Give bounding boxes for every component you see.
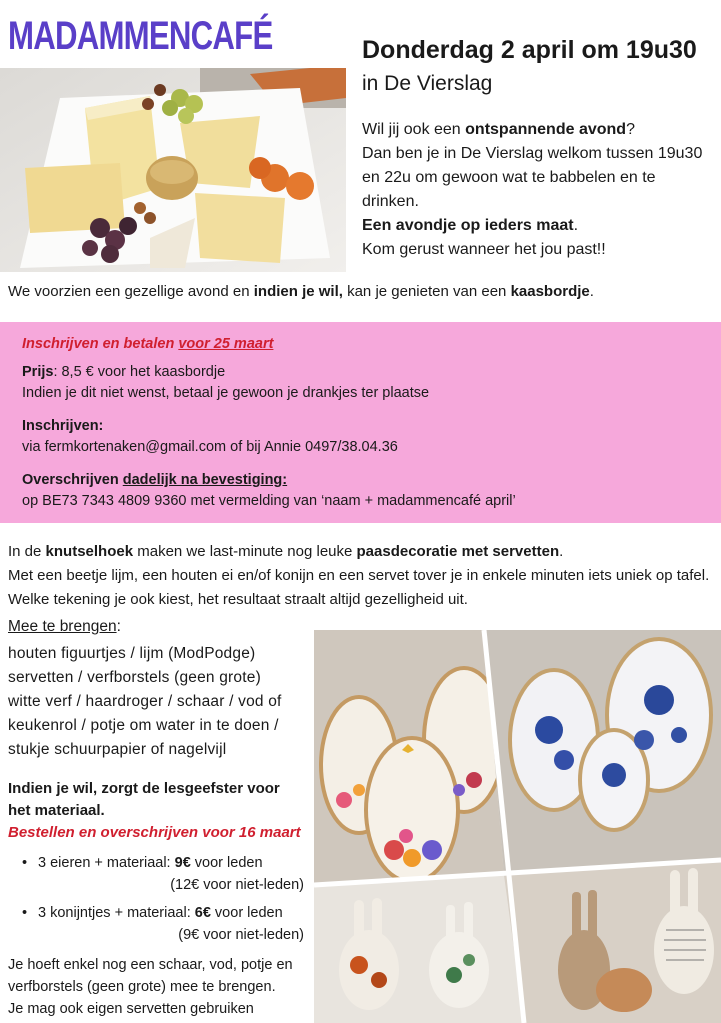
material-deadline: Bestellen en overschrijven voor 16 maart — [8, 824, 301, 841]
craft-corner-text — [8, 540, 714, 612]
craft-intro-bold1: knutselhoek — [45, 543, 134, 560]
craft-intro-mid: maken we last-minute nog leuke — [133, 543, 357, 560]
offer-sub: (12€ voor niet-leden) — [170, 877, 304, 893]
footer-line2: Je mag ook eigen servetten gebruiken — [8, 1001, 254, 1017]
intro-welcome: Dan ben je in De Vierslag welkom tussen 19u30 en 22u om gewoon wat te babbelen en te drinken. — [362, 145, 703, 210]
transfer-value: op BE73 7343 4809 9360 met vermelding van ‘naam + madammencafé april’ — [22, 493, 516, 509]
transfer-label-pre: Overschrijven — [22, 472, 123, 488]
offer-item-bunnies — [22, 902, 312, 946]
easter-crafts-photo — [314, 630, 721, 1023]
signup-value: via fermkortenaken@gmail.com of bij Annie 0497/38.04.36 — [22, 439, 398, 455]
material-line1: Indien je wil, zorgt de lesgeefster voor — [8, 780, 280, 797]
cheese-line-bold1: indien je wil, — [253, 283, 343, 300]
transfer-label-underlined: dadelijk na bevestiging: — [122, 472, 288, 488]
price-note: Indien je dit niet wenst, betaal je gewoon je drankjes ter plaatse — [22, 385, 430, 401]
bring-line: keukenrol / potje om water in te doen / — [8, 717, 279, 734]
signup-label: Inschrijven: — [22, 418, 104, 434]
intro-motto — [362, 214, 712, 238]
cheese-line-post: . — [589, 283, 594, 300]
craft-intro-post: . — [559, 543, 564, 560]
cheese-board-line — [8, 283, 594, 300]
transfer-label — [22, 472, 287, 488]
craft-intro-bold2: paasdecoratie met servetten — [356, 543, 560, 560]
brand-title: MADAMMENCAFÉ — [8, 14, 273, 58]
bring-line: servetten / verfborstels (geen grote) — [8, 669, 261, 686]
bring-title — [8, 618, 121, 636]
footer-line1: Je hoeft enkel nog een schaar, vod, potje en verfborstels (geen grote) mee te brengen. — [8, 957, 293, 995]
bullet-icon: • — [22, 905, 28, 921]
offer-main — [38, 902, 312, 924]
registration-deadline: voor 25 maart — [178, 336, 274, 352]
cheese-line-mid: kan je genieten van een — [342, 283, 511, 300]
bullet-icon: • — [22, 855, 28, 871]
cheese-line-bold2: kaasbordje — [510, 283, 590, 300]
price-label: Prijs — [22, 364, 54, 380]
offer-pre: 3 eieren + materiaal: — [38, 855, 175, 871]
craft-intro-pre: In de — [8, 543, 46, 560]
craft-intro — [8, 540, 714, 564]
price-line — [22, 364, 225, 380]
material-line2: het materiaal. — [8, 802, 105, 819]
bring-list — [8, 642, 308, 762]
bring-line: houten figuurtjes / lijm (ModPodge) — [8, 645, 256, 662]
bring-line: stukje schuurpapier of nagelvijl — [8, 741, 227, 758]
intro-question-bold: ontspannende avond — [465, 121, 627, 138]
bring-title-colon: : — [116, 618, 121, 635]
intro-question-post: ? — [626, 121, 635, 138]
registration-heading — [22, 336, 273, 352]
event-date-heading: Donderdag 2 april om 19u30 — [362, 36, 697, 64]
footer-text — [8, 954, 318, 1020]
cheese-platter-photo — [0, 68, 346, 272]
offer-item-eggs — [22, 852, 312, 896]
intro-motto-post: . — [573, 217, 579, 234]
registration-panel — [0, 322, 721, 523]
price-value: : 8,5 € voor het kaasbordje — [53, 364, 226, 380]
bring-line: witte verf / haardroger / schaar / vod of — [8, 693, 282, 710]
event-location: in De Vierslag — [362, 72, 493, 95]
material-info — [8, 778, 308, 844]
cheese-line-pre: We voorzien een gezellige avond en — [8, 283, 254, 300]
offer-post: voor leden — [210, 905, 283, 921]
offer-main — [38, 852, 312, 874]
intro-come: Kom gerust wanneer het jou past!! — [362, 241, 606, 258]
offer-list — [22, 852, 312, 946]
offer-price: 6€ — [194, 905, 211, 921]
intro-motto-bold: Een avondje op ieders maat — [362, 217, 574, 234]
craft-description: Met een beetje lijm, een houten ei en/of konijn en een servet tover je in enkele minuten iets uniek op tafel. Welke tekening je ook kiest, het resultaat straalt altijd gezelligheid uit. — [8, 567, 710, 608]
offer-post: voor leden — [190, 855, 263, 871]
offer-pre: 3 konijntjes + materiaal: — [38, 905, 195, 921]
registration-heading-pre: Inschrijven en betalen — [22, 336, 179, 352]
intro-question-pre: Wil jij ook een — [362, 121, 466, 138]
bring-title-text: Mee te brengen — [8, 618, 117, 635]
offer-sub: (9€ voor niet-leden) — [178, 927, 304, 943]
offer-price: 9€ — [174, 855, 191, 871]
intro-question — [362, 118, 712, 142]
intro-text — [362, 118, 712, 262]
